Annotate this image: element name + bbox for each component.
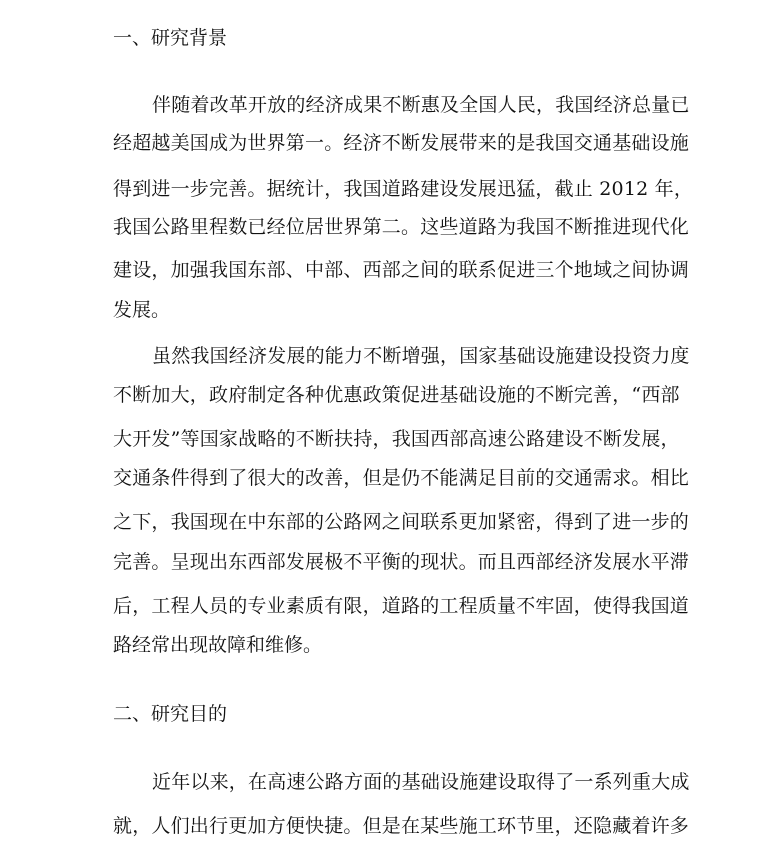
section-heading-purpose: 二、研究目的 bbox=[113, 703, 228, 725]
paragraph-line: 发展。 bbox=[113, 299, 171, 321]
paragraph-line: 建设，加强我国东部、中部、西部之间的联系促进三个地域之间协调 bbox=[113, 259, 690, 281]
section-heading-background: 一、研究背景 bbox=[113, 27, 228, 49]
paragraph-line: 之下，我国现在中东部的公路网之间联系更加紧密，得到了进一步的 bbox=[113, 511, 690, 533]
paragraph-line: 交通条件得到了很大的改善，但是仍不能满足目前的交通需求。相比 bbox=[113, 467, 690, 489]
paragraph-line: 路经常出现故障和维修。 bbox=[113, 634, 323, 656]
paragraph-line: 后，工程人员的专业素质有限，道路的工程质量不牢固，使得我国道 bbox=[113, 595, 690, 617]
paragraph-line: 经超越美国成为世界第一。经济不断发展带来的是我国交通基础设施 bbox=[113, 132, 690, 154]
paragraph-line: 伴随着改革开放的经济成果不断惠及全国人民，我国经济总量已 bbox=[152, 94, 690, 116]
paragraph-line: 我国公路里程数已经位居世界第二。这些道路为我国不断推进现代化 bbox=[113, 216, 690, 238]
paragraph-line: 得到进一步完善。据统计，我国道路建设发展迅猛，截止 2012 年， bbox=[113, 178, 694, 200]
paragraph-line: 完善。呈现出东西部发展极不平衡的现状。而且西部经济发展水平滞 bbox=[113, 551, 690, 573]
paragraph-line: 近年以来，在高速公路方面的基础设施建设取得了一系列重大成 bbox=[152, 771, 690, 793]
paragraph-line: 大开发”等国家战略的不断扶持，我国西部高速公路建设不断发展， bbox=[113, 428, 680, 450]
paragraph-line: 虽然我国经济发展的能力不断增强，国家基础设施建设投资力度 bbox=[152, 345, 690, 367]
paragraph-line: 就，人们出行更加方便快捷。但是在某些施工环节里，还隐藏着许多 bbox=[113, 815, 690, 837]
paragraph-line: 不断加大，政府制定各种优惠政策促进基础设施的不断完善，“西部 bbox=[113, 384, 680, 406]
